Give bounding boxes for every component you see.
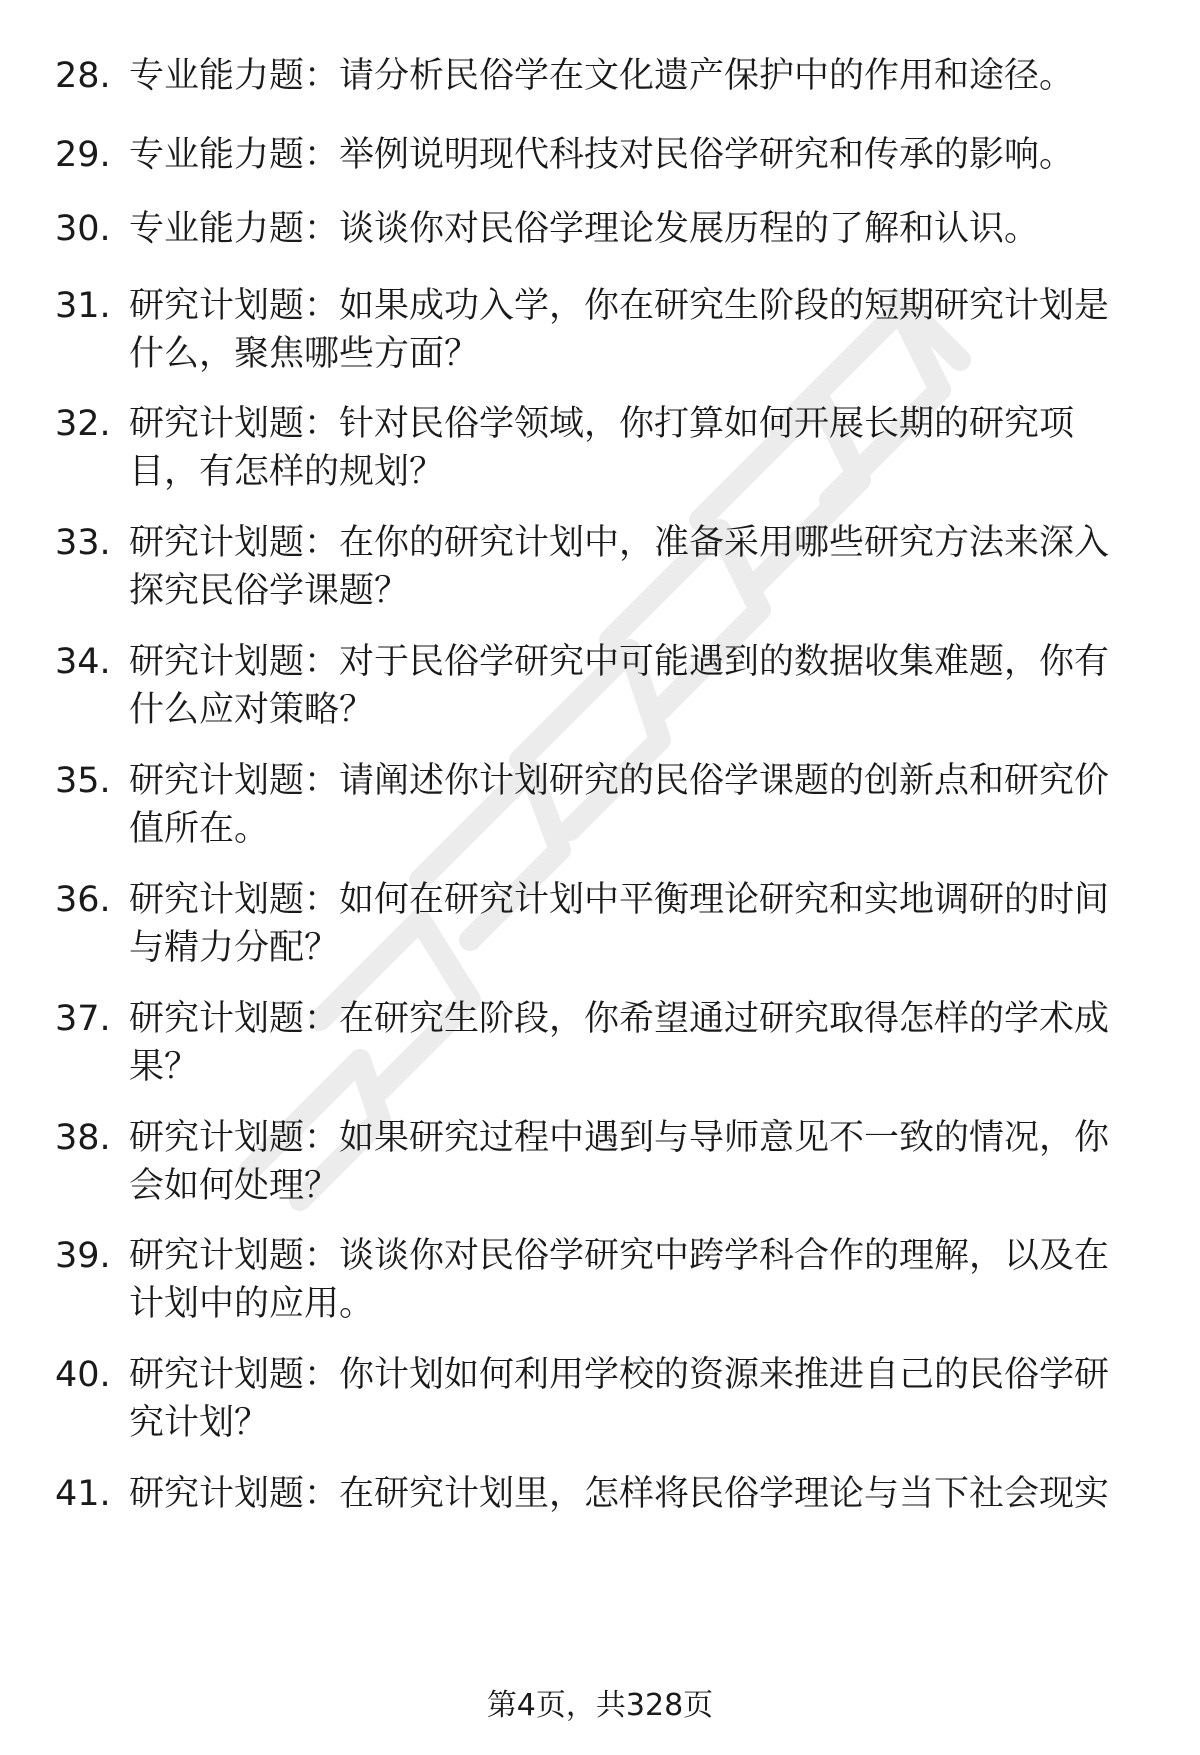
question-number: 40.	[55, 1355, 111, 1395]
question-text-line2: 什么应对策略？	[129, 690, 375, 730]
question-text-line1: 研究计划题：在研究计划里，怎样将民俗学理论与当下社会现实	[129, 1474, 1110, 1514]
question-text-line2: 究计划？	[129, 1403, 270, 1443]
question-text-line1: 研究计划题：对于民俗学研究中可能遇到的数据收集难题，你有	[129, 642, 1110, 682]
question-text-line1: 研究计划题：谈谈你对民俗学研究中跨学科合作的理解，以及在	[129, 1236, 1110, 1276]
question-number: 33.	[55, 523, 111, 563]
question-number: 38.	[55, 1118, 111, 1158]
question-text-line2: 会如何处理？	[129, 1166, 340, 1206]
question-number: 29.	[55, 135, 111, 175]
question-text-line1: 研究计划题：如果研究过程中遇到与导师意见不一致的情况，你	[129, 1118, 1110, 1158]
question-number: 30.	[55, 209, 111, 249]
question-number: 35.	[55, 761, 111, 801]
question-text-line2: 值所在。	[129, 809, 270, 849]
question-text-line1: 研究计划题：针对民俗学领域，你打算如何开展长期的研究项	[129, 404, 1075, 444]
question-text-line1: 研究计划题：如果成功入学，你在研究生阶段的短期研究计划是	[129, 286, 1110, 326]
question-text-line1: 研究计划题：在研究生阶段，你希望通过研究取得怎样的学术成	[129, 999, 1110, 1039]
question-text-line1: 研究计划题：在你的研究计划中，准备采用哪些研究方法来深入	[129, 523, 1110, 563]
question-text-line1: 专业能力题：请分析民俗学在文化遗产保护中的作用和途径。	[129, 56, 1075, 96]
page-number: 第4页，共328页	[486, 1688, 714, 1723]
question-number: 39.	[55, 1236, 111, 1276]
question-number: 31.	[55, 286, 111, 326]
question-text-line2: 与精力分配？	[129, 928, 340, 968]
question-text-line1: 专业能力题：举例说明现代科技对民俗学研究和传承的影响。	[129, 135, 1075, 175]
question-number: 36.	[55, 880, 111, 920]
question-text-line2: 什么，聚焦哪些方面？	[129, 334, 480, 374]
question-number: 34.	[55, 642, 111, 682]
question-text-line2: 果？	[129, 1047, 200, 1087]
question-number: 41.	[55, 1474, 111, 1514]
question-number: 28.	[55, 56, 111, 96]
question-text-line2: 探究民俗学课题？	[129, 571, 410, 611]
question-text-line2: 目，有怎样的规划？	[129, 452, 445, 492]
question-text-line1: 研究计划题：你计划如何利用学校的资源来推进自己的民俗学研	[129, 1355, 1110, 1395]
question-text-line1: 专业能力题：谈谈你对民俗学理论发展历程的了解和认识。	[129, 209, 1040, 249]
question-number: 37.	[55, 999, 111, 1039]
question-text-line1: 研究计划题：请阐述你计划研究的民俗学课题的创新点和研究价	[129, 761, 1110, 801]
question-text-line1: 研究计划题：如何在研究计划中平衡理论研究和实地调研的时间	[129, 880, 1110, 920]
question-text-line2: 计划中的应用。	[129, 1284, 375, 1324]
question-number: 32.	[55, 404, 111, 444]
